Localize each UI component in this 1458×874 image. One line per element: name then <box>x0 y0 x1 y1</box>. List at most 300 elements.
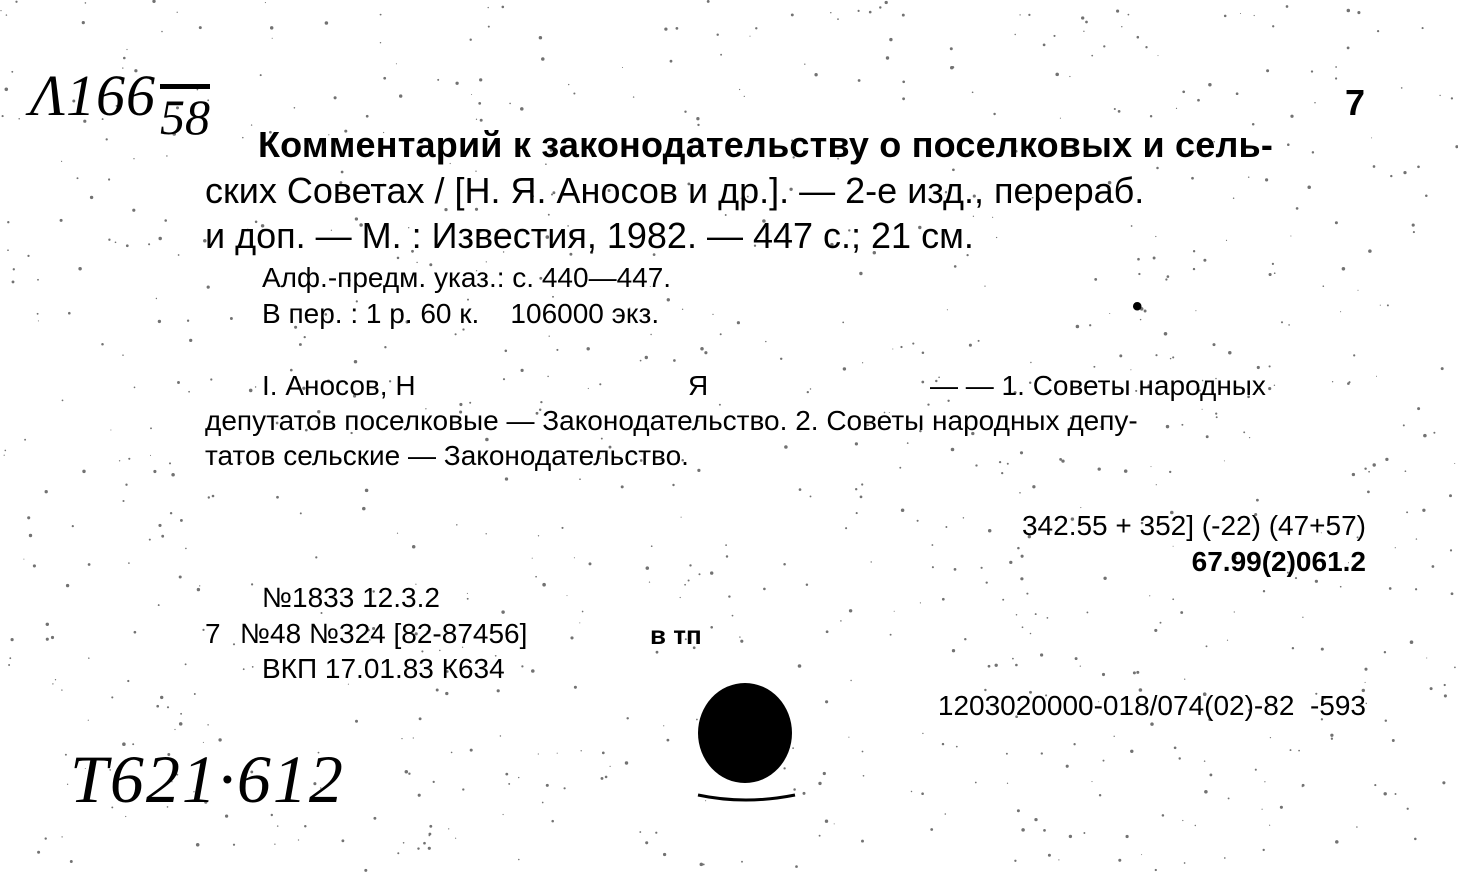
speckle <box>1401 87 1403 89</box>
speckle <box>243 668 245 670</box>
speckle <box>1103 577 1106 580</box>
speckle <box>740 640 743 643</box>
speckle <box>212 495 215 498</box>
speckle <box>62 400 64 402</box>
speckle <box>765 341 766 342</box>
speckle <box>341 839 344 842</box>
speckle <box>1280 806 1283 809</box>
speckle <box>61 689 62 690</box>
speckle <box>108 178 110 180</box>
speckle <box>1248 176 1249 177</box>
speckle <box>1212 343 1215 346</box>
speckle <box>373 817 376 820</box>
speckle <box>684 584 686 586</box>
speckle <box>1012 658 1014 660</box>
speckle <box>1450 549 1452 551</box>
shelfmark-top-sub: 58 <box>160 89 210 145</box>
speckle <box>156 705 159 708</box>
speckle <box>366 115 369 118</box>
speckle <box>860 496 863 499</box>
speckle <box>45 490 48 493</box>
speckle <box>127 680 129 682</box>
speckle <box>149 539 151 541</box>
speckle <box>470 749 473 752</box>
speckle <box>46 638 49 641</box>
speckle <box>1385 458 1388 461</box>
speckle <box>681 517 682 518</box>
speckle <box>663 725 664 726</box>
speckle <box>716 33 718 35</box>
speckle <box>1145 46 1147 48</box>
speckle <box>1195 825 1196 826</box>
speckle <box>1021 555 1024 558</box>
tracing-line-2: депутатов поселковые — Законодательство. 2. Советы народных депу- <box>205 405 1138 436</box>
speckle <box>501 610 504 613</box>
speckle <box>362 507 366 511</box>
speckle <box>633 96 634 97</box>
speckle <box>1377 30 1379 32</box>
speckle <box>1444 694 1447 697</box>
speckle <box>700 863 704 867</box>
speckle <box>1274 385 1275 386</box>
speckle <box>780 358 782 360</box>
speckle <box>1022 626 1024 628</box>
speckle <box>570 636 573 639</box>
speckle <box>861 483 863 485</box>
speckle <box>134 387 136 389</box>
speckle <box>726 555 728 557</box>
speckle <box>1392 739 1395 742</box>
speckle <box>950 47 953 50</box>
speckle <box>1141 854 1142 855</box>
speckle <box>270 26 273 29</box>
speckle <box>1444 684 1446 686</box>
speckle <box>82 21 85 24</box>
speckle <box>9 657 11 659</box>
speckle <box>1119 354 1122 357</box>
speckle <box>518 777 519 778</box>
speckle <box>208 496 210 498</box>
speckle <box>462 788 464 790</box>
speckle <box>871 561 872 562</box>
speckle <box>8 664 10 666</box>
speckle <box>115 241 117 243</box>
speckle <box>810 388 811 389</box>
speckle <box>179 722 183 726</box>
speckle <box>1335 77 1337 79</box>
speckle <box>1228 351 1231 354</box>
speckle <box>1075 657 1078 660</box>
speckle <box>1290 235 1291 236</box>
speckle <box>1302 786 1303 787</box>
speckle <box>932 566 934 568</box>
speckle <box>889 38 892 41</box>
speckle <box>123 57 126 60</box>
speckle <box>1116 10 1119 13</box>
speckle <box>1302 617 1303 618</box>
speckle <box>38 320 39 321</box>
speckle <box>1256 499 1259 502</box>
speckle <box>148 243 150 245</box>
speckle <box>580 750 581 751</box>
speckle <box>1041 752 1043 754</box>
speckle <box>602 752 605 755</box>
speckle <box>1335 221 1338 224</box>
speckle <box>1176 108 1177 109</box>
speckle <box>1272 25 1274 27</box>
speckle <box>265 2 266 3</box>
speckle <box>1368 249 1372 253</box>
speckle <box>298 839 299 840</box>
speckle <box>403 842 405 844</box>
speckle <box>1156 167 1159 170</box>
speckle <box>33 564 36 567</box>
speckle <box>825 700 828 703</box>
speckle <box>126 49 127 50</box>
speckle <box>858 10 860 12</box>
speckle <box>1268 387 1271 390</box>
speckle <box>1403 424 1405 426</box>
speckle <box>807 391 809 393</box>
speckle <box>676 27 679 30</box>
speckle <box>1069 76 1070 77</box>
speckle <box>1098 467 1101 470</box>
speckle <box>428 835 430 837</box>
speckle <box>1298 750 1300 752</box>
speckle <box>399 94 402 97</box>
speckle <box>978 340 980 342</box>
speckle <box>673 359 676 362</box>
speckle <box>518 859 520 861</box>
speckle <box>27 255 29 257</box>
speckle <box>11 71 13 73</box>
speckle <box>1407 808 1409 810</box>
speckle <box>7 221 9 223</box>
speckle <box>834 823 835 824</box>
speckle <box>1121 26 1122 27</box>
speckle <box>1016 614 1018 616</box>
speckle <box>549 336 550 337</box>
speckle <box>912 343 914 345</box>
speckle <box>861 840 864 843</box>
speckle <box>1433 432 1435 434</box>
speckle <box>1144 310 1147 313</box>
speckle <box>470 39 472 41</box>
speckle <box>902 14 905 17</box>
speckle <box>1162 814 1165 817</box>
speckle <box>480 119 483 122</box>
speckle <box>863 775 865 777</box>
speckle <box>793 788 796 791</box>
speckle <box>210 378 212 380</box>
speckle <box>984 285 985 286</box>
speckle <box>1124 469 1128 473</box>
speckle <box>365 489 369 493</box>
speckle <box>741 861 743 863</box>
speckle <box>582 611 584 613</box>
speckle <box>1269 825 1270 826</box>
speckle <box>902 80 905 83</box>
speckle <box>952 66 955 69</box>
speckle <box>471 94 472 95</box>
speckle <box>1128 14 1130 16</box>
speckle <box>1182 820 1183 821</box>
speckle <box>1103 760 1105 762</box>
speckle <box>189 339 192 342</box>
speckle <box>1352 473 1355 476</box>
speckle <box>1030 362 1031 363</box>
speckle <box>505 773 508 776</box>
speckle <box>1412 224 1415 227</box>
speckle <box>455 333 457 335</box>
speckle <box>61 836 62 837</box>
speckle <box>1109 313 1110 314</box>
speckle <box>837 18 839 20</box>
speckle <box>185 663 187 665</box>
speckle <box>688 579 690 581</box>
shelfmark-top: Λ166 <box>30 63 157 128</box>
speckle <box>1131 225 1133 227</box>
speckle <box>1413 231 1415 233</box>
speckle <box>1006 753 1008 755</box>
speckle <box>803 792 806 795</box>
speckle <box>1043 44 1046 47</box>
speckle <box>954 265 957 268</box>
speckle <box>539 36 542 39</box>
speckle <box>1451 592 1454 595</box>
speckle <box>1053 35 1055 37</box>
speckle <box>1014 860 1016 862</box>
entry-line-3: и доп. — М. : Известия, 1982. — 447 с.; 21 см. <box>205 215 974 256</box>
speckle <box>1156 484 1157 485</box>
speckle <box>164 219 167 222</box>
speckle <box>45 837 47 839</box>
speckle <box>947 309 948 310</box>
speckle <box>610 766 611 767</box>
speckle <box>1254 15 1255 16</box>
speckle <box>542 583 546 587</box>
speckle <box>1034 818 1037 821</box>
punch-hole <box>698 683 792 783</box>
speckle <box>899 467 901 469</box>
speckle <box>825 820 828 823</box>
speckle <box>177 381 180 384</box>
speckle <box>1091 781 1092 782</box>
speckle <box>1178 757 1180 759</box>
speckle <box>1425 194 1428 197</box>
speckle <box>1236 92 1239 95</box>
tracing-line-1-c: — — 1. Советы народных <box>930 370 1266 401</box>
speckle <box>418 794 421 797</box>
speckle <box>478 102 481 105</box>
bullet-mark: • <box>1132 290 1143 323</box>
speckle <box>922 733 923 734</box>
speckle <box>885 1 888 4</box>
speckle <box>720 333 722 335</box>
speckle <box>0 10 1 11</box>
speckle <box>656 651 659 654</box>
speckle <box>1389 587 1392 590</box>
speckle <box>622 67 623 68</box>
speckle <box>397 852 399 854</box>
speckle <box>397 257 400 260</box>
speckle <box>52 683 53 684</box>
speckle <box>1208 83 1211 86</box>
speckle <box>855 442 858 445</box>
speckle <box>1103 45 1105 47</box>
speckle <box>4 450 6 452</box>
speckle <box>158 604 160 606</box>
speckle <box>1169 471 1171 473</box>
speckle <box>167 706 169 708</box>
speckle <box>814 73 817 76</box>
speckle <box>1155 354 1157 356</box>
speckle <box>133 158 134 159</box>
speckle <box>1136 671 1139 674</box>
speckle <box>230 317 233 320</box>
speckle <box>1150 466 1151 467</box>
speckle <box>1226 240 1227 241</box>
speckle <box>469 402 471 404</box>
speckle <box>1387 304 1389 306</box>
speckle <box>792 747 794 749</box>
speckle <box>749 36 750 37</box>
speckle <box>1174 746 1177 749</box>
speckle <box>46 623 49 626</box>
speckle <box>952 649 955 652</box>
speckle <box>1342 267 1346 271</box>
speckle <box>557 753 558 754</box>
speckle <box>599 383 601 385</box>
speckle <box>445 692 448 695</box>
speckle <box>1269 365 1271 367</box>
speckle <box>969 344 972 347</box>
speckle <box>986 581 988 583</box>
speckle <box>233 643 235 645</box>
speckle <box>1035 613 1037 615</box>
speckle <box>855 488 857 490</box>
speckle <box>177 12 178 13</box>
speckle <box>1026 593 1028 595</box>
entry-line-5: В пер. : 1 р. 60 к. 106000 экз. <box>262 298 660 329</box>
speckle <box>315 556 317 558</box>
speckle <box>488 26 490 28</box>
speckle <box>900 346 902 348</box>
speckle <box>818 782 821 785</box>
speckle <box>1353 354 1355 356</box>
speckle <box>1113 736 1114 737</box>
speckle <box>1007 463 1009 465</box>
speckle <box>858 79 861 82</box>
speckle <box>655 832 657 834</box>
speckle <box>1376 376 1377 377</box>
speckle <box>850 680 851 681</box>
speckle <box>556 349 558 351</box>
speckle <box>1224 15 1227 18</box>
speckle <box>423 842 426 845</box>
speckle <box>1426 657 1427 658</box>
speckle <box>538 753 539 754</box>
speckle <box>830 12 831 13</box>
speckle <box>276 496 279 499</box>
speckle <box>1385 719 1387 721</box>
speckle <box>1061 459 1064 462</box>
speckle <box>535 576 537 578</box>
speckle <box>1001 472 1003 474</box>
speckle <box>1243 431 1245 433</box>
speckle <box>1138 273 1140 275</box>
speckle <box>251 583 253 585</box>
speckle <box>1441 367 1444 370</box>
speckle <box>921 381 924 384</box>
speckle <box>639 831 641 833</box>
speckle <box>1166 425 1169 428</box>
speckle <box>199 585 200 586</box>
speckle <box>795 865 798 868</box>
speckle <box>1380 305 1381 306</box>
speckle <box>649 581 650 582</box>
speckle <box>380 14 382 16</box>
speckle <box>67 784 68 785</box>
admin-line-2-tail: в тп <box>650 620 702 650</box>
speckle <box>429 825 432 828</box>
speckle <box>1007 783 1008 784</box>
speckle <box>826 630 829 633</box>
speckle <box>1073 743 1075 745</box>
tracing-line-3: татов сельские — Законодательство. <box>205 440 689 471</box>
speckle <box>274 844 275 845</box>
speckle <box>1009 561 1012 564</box>
speckle <box>90 196 93 199</box>
speckle <box>1197 99 1200 102</box>
speckle <box>199 26 202 29</box>
speckle <box>384 346 386 348</box>
speckle <box>1083 31 1084 32</box>
speckle <box>401 738 402 739</box>
speckle <box>564 787 566 789</box>
speckle <box>1089 324 1091 326</box>
speckle <box>1240 13 1241 14</box>
speckle <box>180 713 182 715</box>
speckle <box>1430 687 1433 690</box>
speckle <box>739 89 740 90</box>
speckle <box>413 737 414 738</box>
speckle <box>78 267 81 270</box>
speckle <box>798 664 802 668</box>
speckle <box>783 767 785 769</box>
speckle <box>892 348 893 349</box>
speckle <box>1234 611 1235 612</box>
speckle <box>1422 27 1424 29</box>
speckle <box>1374 784 1376 786</box>
speckle <box>197 588 200 591</box>
speckle <box>1274 272 1276 274</box>
speckle <box>134 631 137 634</box>
speckle <box>1224 857 1226 859</box>
speckle <box>1296 207 1299 210</box>
speckle <box>1312 151 1314 153</box>
speckle <box>1080 665 1081 666</box>
speckle <box>29 534 32 537</box>
speckle <box>862 751 864 753</box>
speckle <box>1153 257 1156 260</box>
speckle <box>1083 832 1085 834</box>
speckle <box>179 575 182 578</box>
speckle <box>1423 434 1427 438</box>
speckle <box>988 665 991 668</box>
speckle <box>1287 143 1290 146</box>
admin-line-3: ВКП 17.01.83 К634 <box>262 653 505 684</box>
